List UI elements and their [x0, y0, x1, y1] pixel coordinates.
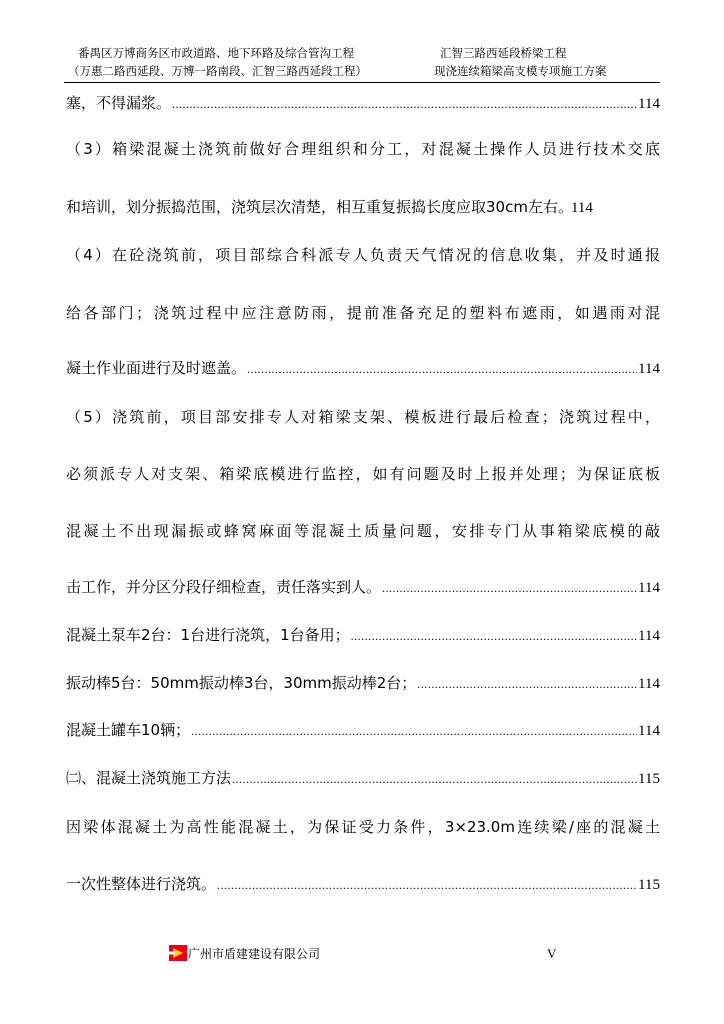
- header-project-title: 番禺区万博商务区市政道路、地下环路及综合管沟工程: [78, 46, 354, 60]
- toc-leader-dots: [382, 576, 637, 599]
- header-project-subtitle: （万惠二路西延段、万博一路南段、汇智三路西延段工程）: [68, 64, 367, 78]
- toc-entry[interactable]: [66, 671, 660, 695]
- toc-entry-text: ㈡、混凝土浇筑施工方法: [66, 769, 232, 787]
- toc-entry-text: 混凝土罐车10辆；: [66, 721, 191, 739]
- toc-entry-text: 振动棒5台：50mm振动棒3台，30mm振动棒2台；: [66, 674, 417, 692]
- toc-leader-dots: [232, 767, 637, 790]
- toc-entry[interactable]: [66, 575, 660, 599]
- toc-leader-dots: [217, 873, 637, 896]
- toc-entry-text: 和培训，划分振捣范围，浇筑层次清楚，相互重复振捣长度应取30cm左右。: [66, 198, 573, 216]
- toc-page-number: 114: [638, 580, 660, 596]
- footer-page-number: V: [547, 946, 557, 961]
- text-line: 给各部门；浇筑过程中应注意防雨，提前准备充足的塑料布遮雨，如遇雨对混: [66, 304, 660, 322]
- toc-entry[interactable]: [66, 872, 660, 896]
- toc-page-number: 114: [638, 96, 660, 112]
- toc-page-number: 114: [570, 200, 593, 216]
- toc-entry[interactable]: [66, 356, 660, 380]
- header-document-title: 现浇连续箱梁高支模专项施工方案: [434, 64, 607, 78]
- page-header: [64, 44, 660, 83]
- toc-entry[interactable]: [66, 766, 660, 790]
- toc-entry[interactable]: [66, 718, 660, 742]
- toc-leader-dots: [247, 357, 637, 380]
- toc-entry-text: 凝土作业面进行及时遮盖。: [66, 359, 247, 377]
- toc-leader-dots: [417, 672, 637, 695]
- toc-leader-dots: [351, 624, 637, 647]
- text-line: （3）箱梁混凝土浇筑前做好合理组织和分工，对混凝土操作人员进行技术交底: [66, 140, 660, 158]
- text-line: 必须派专人对支架、箱梁底模进行监控，如有问题及时上报并处理；为保证底板: [66, 465, 660, 483]
- toc-page-number: 115: [638, 877, 660, 893]
- company-logo-icon: [169, 945, 187, 961]
- toc-entry[interactable]: [66, 195, 660, 219]
- text-line: （4）在砼浇筑前，项目部综合科派专人负责天气情况的信息收集，并及时通报: [66, 246, 660, 264]
- toc-page-number: 114: [638, 723, 660, 739]
- text-line: 混凝土不出现漏振或蜂窝麻面等混凝土质量问题，安排专门从事箱梁底模的敲: [66, 522, 660, 540]
- toc-leader-dots: [172, 92, 637, 115]
- toc-page-number: 114: [638, 676, 660, 692]
- toc-entry[interactable]: [66, 91, 660, 115]
- footer-company-name: 广州市盾建建设有限公司: [188, 947, 321, 961]
- toc-entry[interactable]: [66, 623, 660, 647]
- toc-leader-dots: [191, 719, 637, 742]
- toc-entry-text: 一次性整体进行浇筑。: [66, 875, 217, 893]
- toc-page-number: 114: [638, 361, 660, 377]
- header-section-title: 汇智三路西延段桥梁工程: [440, 46, 567, 60]
- toc-entry-text: 混凝土泵车2台：1台进行浇筑，1台备用；: [66, 626, 350, 644]
- toc-page-number: 115: [638, 771, 660, 787]
- logo-stripe: [169, 952, 175, 955]
- text-line: （5）浇筑前，项目部安排专人对箱梁支架、模板进行最后检查；浇筑过程中，: [66, 408, 660, 426]
- text-line: 因梁体混凝土为高性能混凝土，为保证受力条件，3×23.0m连续梁/座的混凝土: [66, 818, 660, 836]
- toc-entry-text: 击工作，并分区分段仔细检查，责任落实到人。: [66, 578, 382, 596]
- toc-entry-text: 塞，不得漏浆。: [66, 94, 172, 112]
- toc-page-number: 114: [638, 628, 660, 644]
